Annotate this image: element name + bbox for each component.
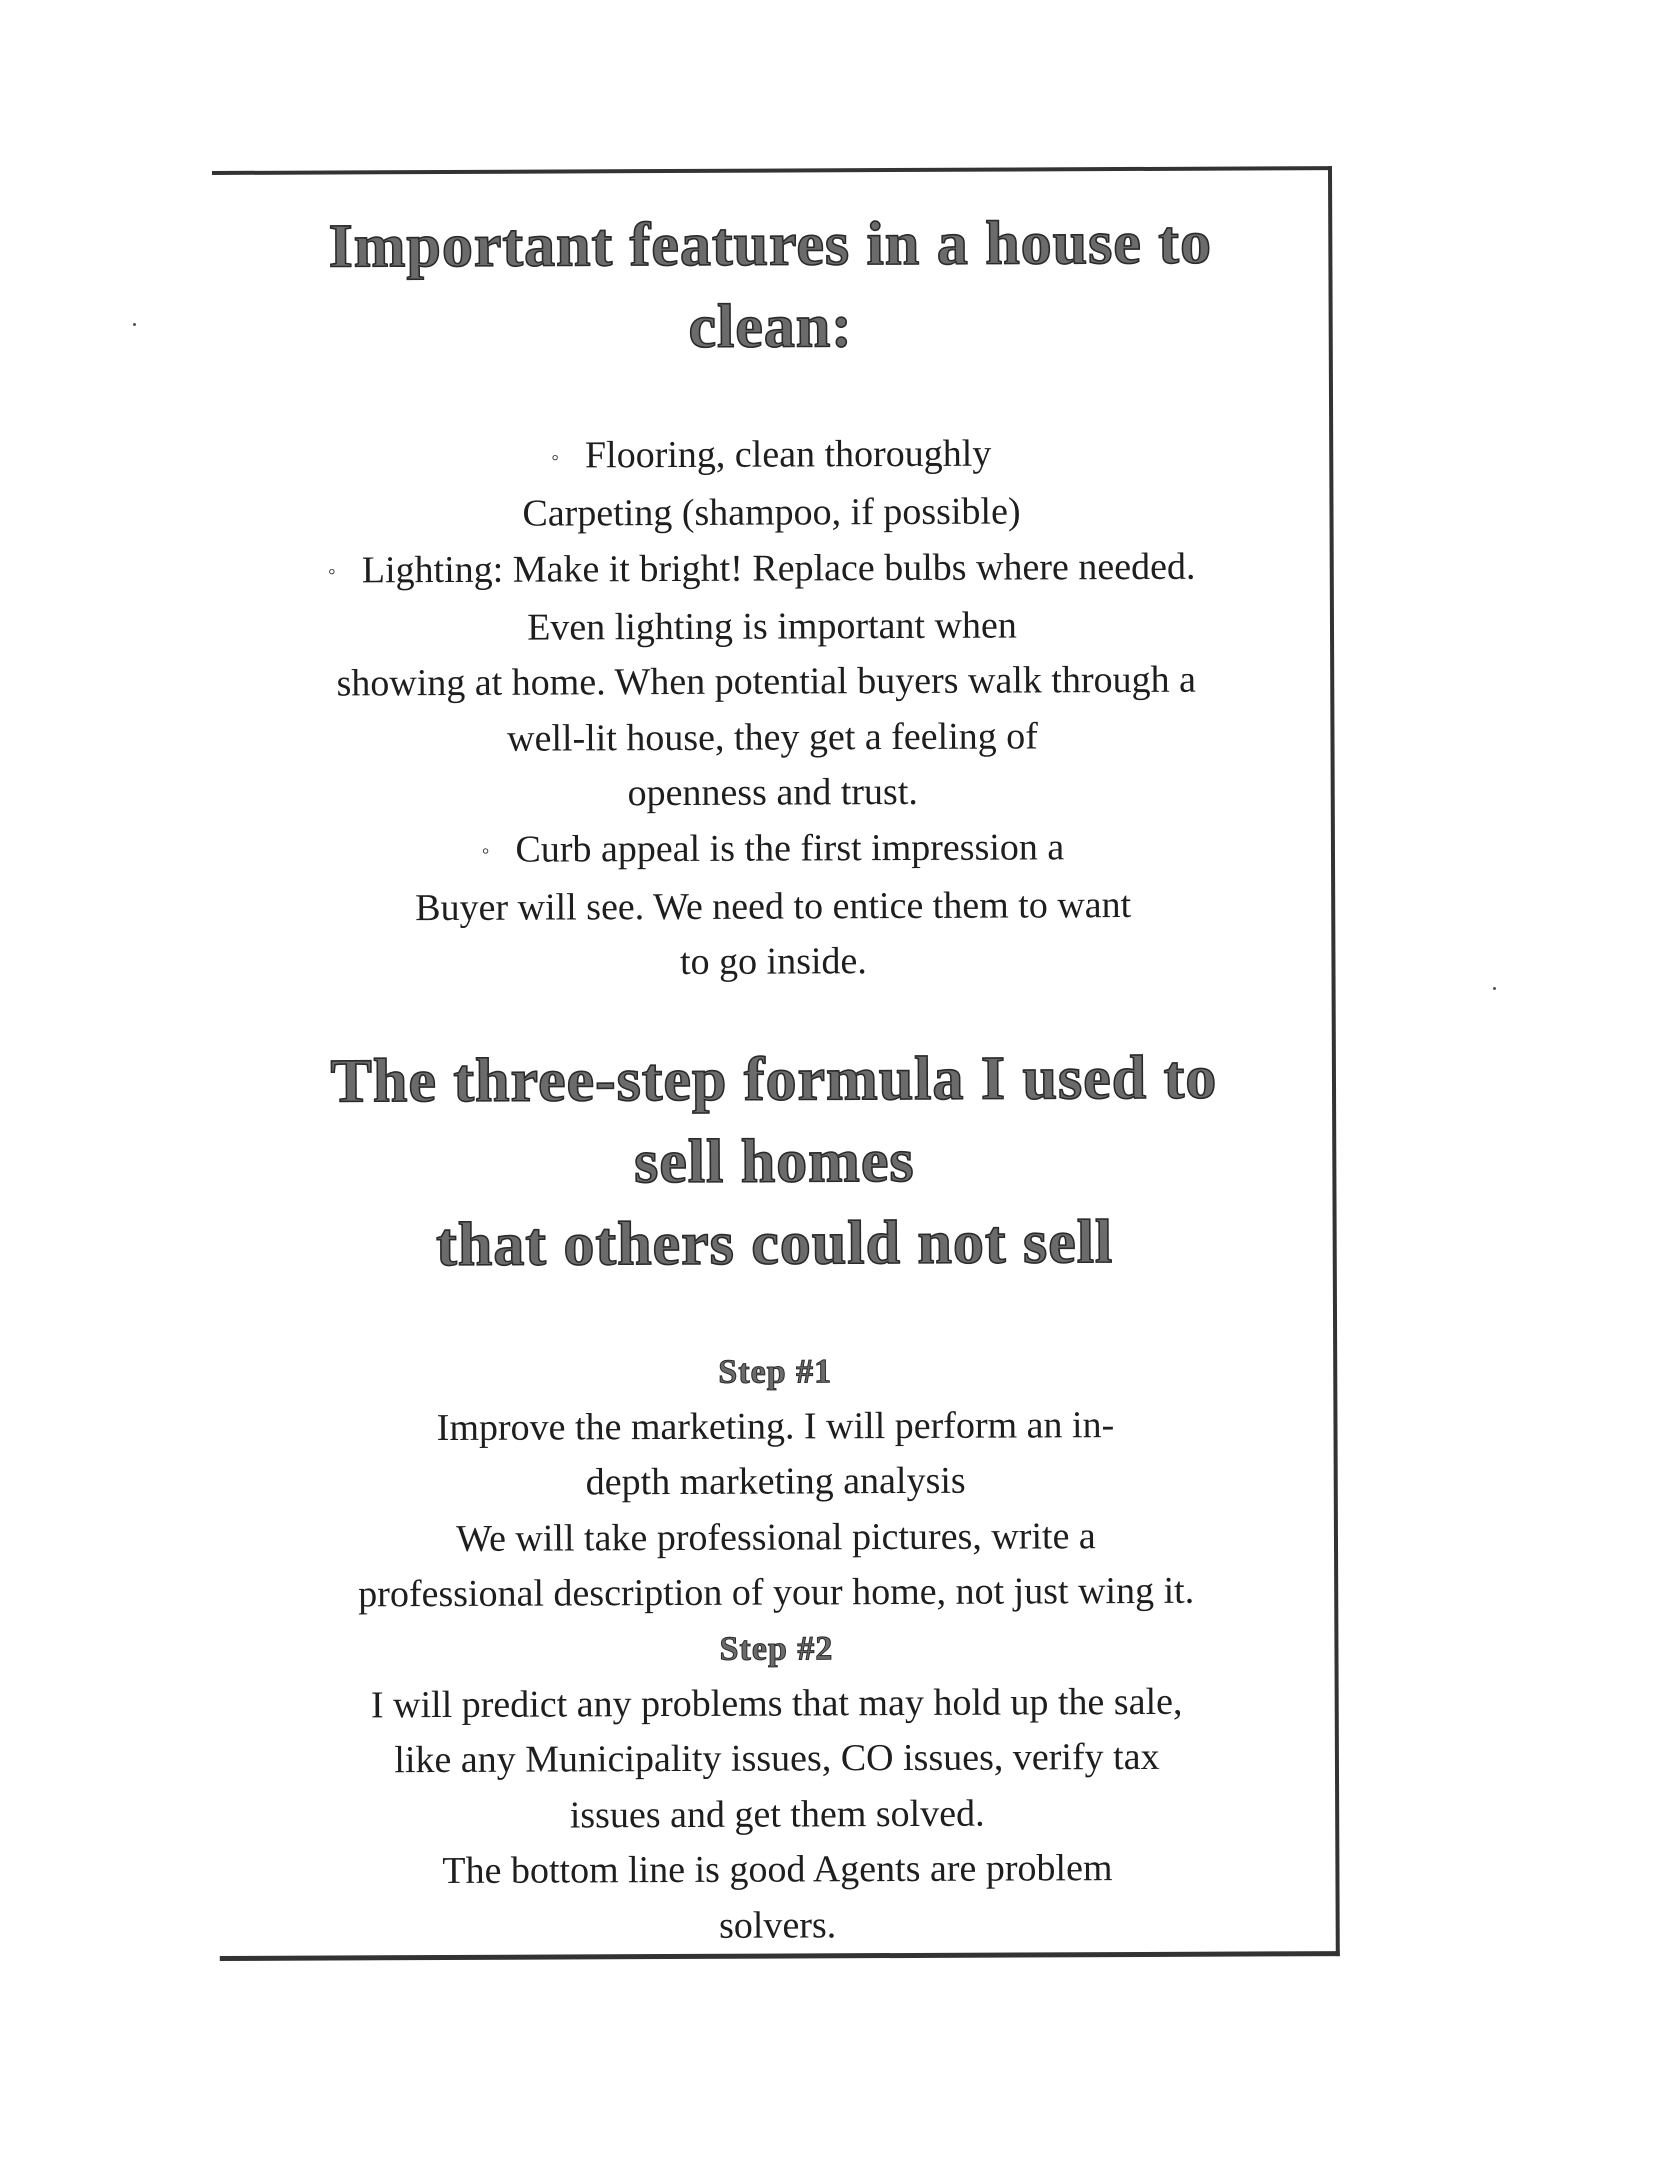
step-1-line: Improve the marketing. I will perform an in- — [436, 1403, 1115, 1449]
step-1-line: depth marketing analysis — [585, 1459, 966, 1504]
list-item: openness and trust. — [627, 770, 918, 815]
list-item — [215, 819, 1331, 882]
steps-section — [217, 1342, 1336, 1956]
step-2-line: solvers. — [718, 1903, 837, 1947]
step-2-title: Step #2 — [719, 1629, 834, 1668]
list-item: showing at home. When potential buyers walk through a — [336, 658, 1197, 705]
step-2-line: I will predict any problems that may hold up the sale, — [370, 1680, 1183, 1726]
heading-line: sell homes — [633, 1126, 915, 1196]
heading-line: The three-step formula I used to — [330, 1043, 1218, 1116]
scan-speck — [133, 323, 136, 326]
page-content — [212, 170, 1336, 1956]
list-item — [213, 425, 1329, 488]
list-item-text: Lighting: Make it bright! Replace bulbs where needed. — [361, 545, 1196, 591]
list-item: to go inside. — [679, 940, 867, 984]
scan-speck — [1493, 987, 1496, 990]
bullet-icon: ◦ — [551, 444, 560, 470]
section2-heading — [216, 1036, 1333, 1287]
list-item: Carpeting (shampoo, if possible) — [522, 490, 1021, 535]
list-item: well-lit house, they get a feeling of — [506, 714, 1038, 760]
list-item-text: Curb appeal is the first impression a — [515, 825, 1065, 871]
list-item — [194, 539, 1330, 602]
bullet-icon: ◦ — [327, 558, 336, 584]
list-item-text: Flooring, clean thoroughly — [584, 432, 992, 477]
list-item: Even lighting is important when — [527, 604, 1017, 649]
heading-line: that others could not sell — [436, 1207, 1114, 1279]
step-1-title: Step #1 — [718, 1352, 833, 1391]
step-2-line: issues and get them solved. — [569, 1792, 985, 1837]
step-1-line: We will take professional pictures, write a — [456, 1514, 1096, 1560]
content-frame — [212, 166, 1340, 1961]
heading-line: Important features in a house to — [328, 208, 1213, 281]
section1-heading — [212, 201, 1329, 370]
bullet-icon: ◦ — [481, 837, 490, 863]
list-item: Buyer will see. We need to entice them to want — [415, 883, 1132, 929]
step-1-line: professional description of your home, not just wing it. — [358, 1569, 1195, 1616]
features-list — [213, 425, 1331, 992]
heading-line: clean: — [688, 292, 854, 361]
step-2-line: The bottom line is good Agents are problem — [442, 1847, 1113, 1893]
step-2-line: like any Municipality issues, CO issues, verify tax — [394, 1735, 1160, 1782]
